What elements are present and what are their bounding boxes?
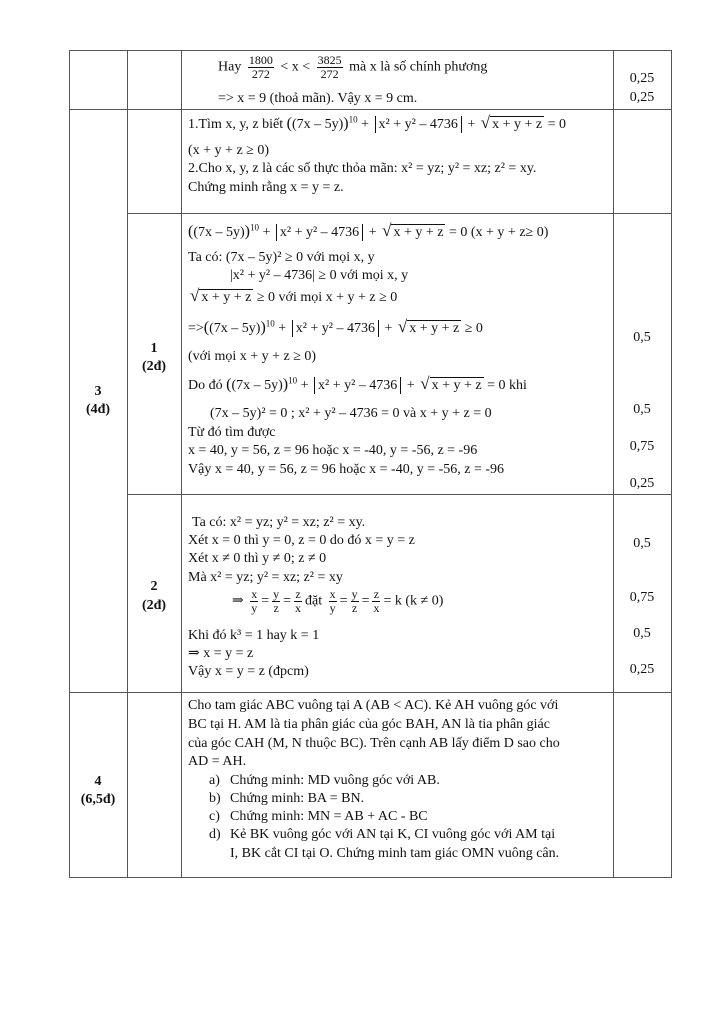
q3p2-line-8: Vậy x = y = z (đpcm) (188, 664, 309, 679)
ratio-x-y: $\frac{x}{y}$ (251, 587, 258, 615)
q4-intro-line-2: BC tại H. AM là tia phân giác của góc BAH, AN là tia phân giác (188, 717, 550, 732)
q3p1-equation: ((7x – 5y))$^{10}$ + x² + y² – 4736 + √ x + y + z = 0 (x + y + z≥ 0) (188, 221, 549, 240)
q3-part2-points: (2đ) (141, 598, 167, 613)
q3p1-line-11: Vậy x = 40, y = 56, z = 96 hoặc x = -40, y = -56, z = -96 (188, 462, 505, 477)
q3-label: 3 (94, 384, 102, 399)
q3p2-line-1: Ta có: x² = yz; y² = xz; z² = xy. (192, 515, 366, 530)
q3p2-line-7: ⇒ x = y = z (188, 646, 254, 661)
ratio-x-y-2: $\frac{x}{y}$ (329, 587, 336, 615)
q3p2-ratio-line: ⇒ $\frac{x}{y}$ = $\frac{y}{z}$ = $\frac{z}{x}$ đặt $\frac{x}{y}$ = $\frac{y}{z}$ = $\frac{z}{x}$ = k (k ≠ 0) (232, 587, 444, 615)
cont-score-a: 0,25 (629, 71, 655, 86)
q3-points: (4đ) (85, 402, 111, 417)
q3p1-score-3: 0,75 (629, 439, 655, 454)
q4-intro-line-3: của góc CAH (M, N thuộc BC). Trên cạnh AB lấy điểm D sao cho (188, 736, 560, 751)
q3p2-line-3: Xét x ≠ 0 thì y ≠ 0; z ≠ 0 (188, 551, 327, 566)
q4-item-a-text: Chứng minh: MD vuông góc với AB. (230, 773, 440, 788)
q3-problem-line-3: Chứng minh rằng x = y = z. (188, 180, 344, 195)
q4-points: (6,5đ) (80, 792, 116, 807)
cont-score-b: 0,25 (629, 90, 655, 105)
q3-problem-cond: (x + y + z ≥ 0) (188, 143, 270, 158)
q3p2-score-2: 0,75 (629, 590, 655, 605)
q4-item-b-letter: b) (209, 791, 221, 806)
q4-item-a-letter: a) (209, 773, 220, 788)
table-divider-part (181, 50, 182, 878)
q3p2-line-6: Khi đó k³ = 1 hay k = 1 (188, 628, 320, 643)
q3p1-line-6: (với mọi x + y + z ≥ 0) (188, 349, 317, 364)
fraction-3825-272: $\frac{3825}{272}$ (317, 53, 342, 81)
q4-intro-line-1: Cho tam giác ABC vuông tại A (AB < AC). Kẻ AH vuông góc với (188, 698, 559, 713)
q3p1-line-2: Ta có: (7x – 5y)² ≥ 0 với mọi x, y (188, 250, 375, 265)
q3-part1-points: (2đ) (141, 359, 167, 374)
q3p1-line-4: √ x + y + z ≥ 0 với mọi x + y + z ≥ 0 (190, 286, 398, 305)
q3p1-line-3: |x² + y² – 4736| ≥ 0 với mọi x, y (230, 268, 409, 283)
q4-item-d-letter: d) (209, 827, 221, 842)
q4-item-b-text: Chứng minh: BA = BN. (230, 791, 365, 806)
q3p2-score-1: 0,5 (633, 536, 651, 551)
ratio-y-z-2: $\frac{y}{z}$ (351, 587, 358, 615)
ratio-z-x-2: $\frac{z}{x}$ (373, 587, 380, 615)
q3p2-line-4: Mà x² = yz; y² = xz; z² = xy (188, 570, 343, 585)
q3-part2-label: 2 (150, 579, 158, 594)
q3p2-score-3: 0,5 (633, 626, 651, 641)
q3p1-line-10: x = 40, y = 56, z = 96 hoặc x = -40, y = -56, z = -96 (188, 443, 478, 458)
q3p1-line-5: =>((7x – 5y))$^{10}$ + x² + y² – 4736 + √ x + y + z ≥ 0 (188, 317, 483, 336)
q3p1-line-8: (7x – 5y)² = 0 ; x² + y² – 4736 = 0 và x + y + z = 0 (210, 406, 492, 421)
row-divider-q3-part2 (127, 494, 672, 495)
q3p1-score-4: 0,25 (629, 476, 655, 491)
q4-label: 4 (94, 774, 102, 789)
ratio-y-z: $\frac{y}{z}$ (273, 587, 280, 615)
q4-item-c-text: Chứng minh: MN = AB + AC - BC (230, 809, 428, 824)
table-border-left (69, 50, 70, 878)
table-divider-question (127, 50, 128, 878)
table-divider-score (613, 50, 614, 878)
table-border-top (69, 50, 672, 51)
row-divider-q4 (69, 692, 672, 693)
q3p1-line-7: Do đó ((7x – 5y))$^{10}$ + x² + y² – 4736 + √ x + y + z = 0 khi (188, 374, 527, 393)
q3p2-score-4: 0,25 (629, 662, 655, 677)
cont-line-1: Hay $\frac{1800}{272}$ < x < $\frac{3825}{272}$ mà x là số chính phương (218, 53, 488, 81)
q4-item-d-continuation: I, BK cắt CI tại O. Chứng minh tam giác OMN vuông cân. (230, 846, 560, 861)
q3-problem-line-1: 1.Tìm x, y, z biết ((7x – 5y))$^{10}$ + x² + y² – 4736 + √ x + y + z = 0 (188, 113, 566, 132)
q4-item-c-letter: c) (209, 809, 220, 824)
q3p1-score-2: 0,5 (633, 402, 651, 417)
fraction-1800-272: $\frac{1800}{272}$ (248, 53, 273, 81)
row-divider-q3 (69, 109, 672, 110)
q3-part1-label: 1 (150, 341, 158, 356)
cont-line-2: => x = 9 (thoả mãn). Vậy x = 9 cm. (218, 91, 418, 106)
row-divider-q3-part1 (127, 213, 672, 214)
table-border-right (671, 50, 672, 878)
q3-problem-line-2: 2.Cho x, y, z là các số thực thỏa mãn: x² = yz; y² = xz; z² = xy. (188, 161, 537, 176)
q4-intro-line-4: AD = AH. (188, 754, 247, 769)
q3p2-line-2: Xét x = 0 thì y = 0, z = 0 do đó x = y = z (188, 533, 415, 548)
ratio-z-x: $\frac{z}{x}$ (295, 587, 302, 615)
q3p1-score-1: 0,5 (633, 330, 651, 345)
q3p1-line-9: Từ đó tìm được (188, 425, 276, 440)
table-border-bottom (69, 877, 672, 878)
q4-item-d-text: Kẻ BK vuông góc với AN tại K, CI vuông góc với AM tại (230, 827, 556, 842)
